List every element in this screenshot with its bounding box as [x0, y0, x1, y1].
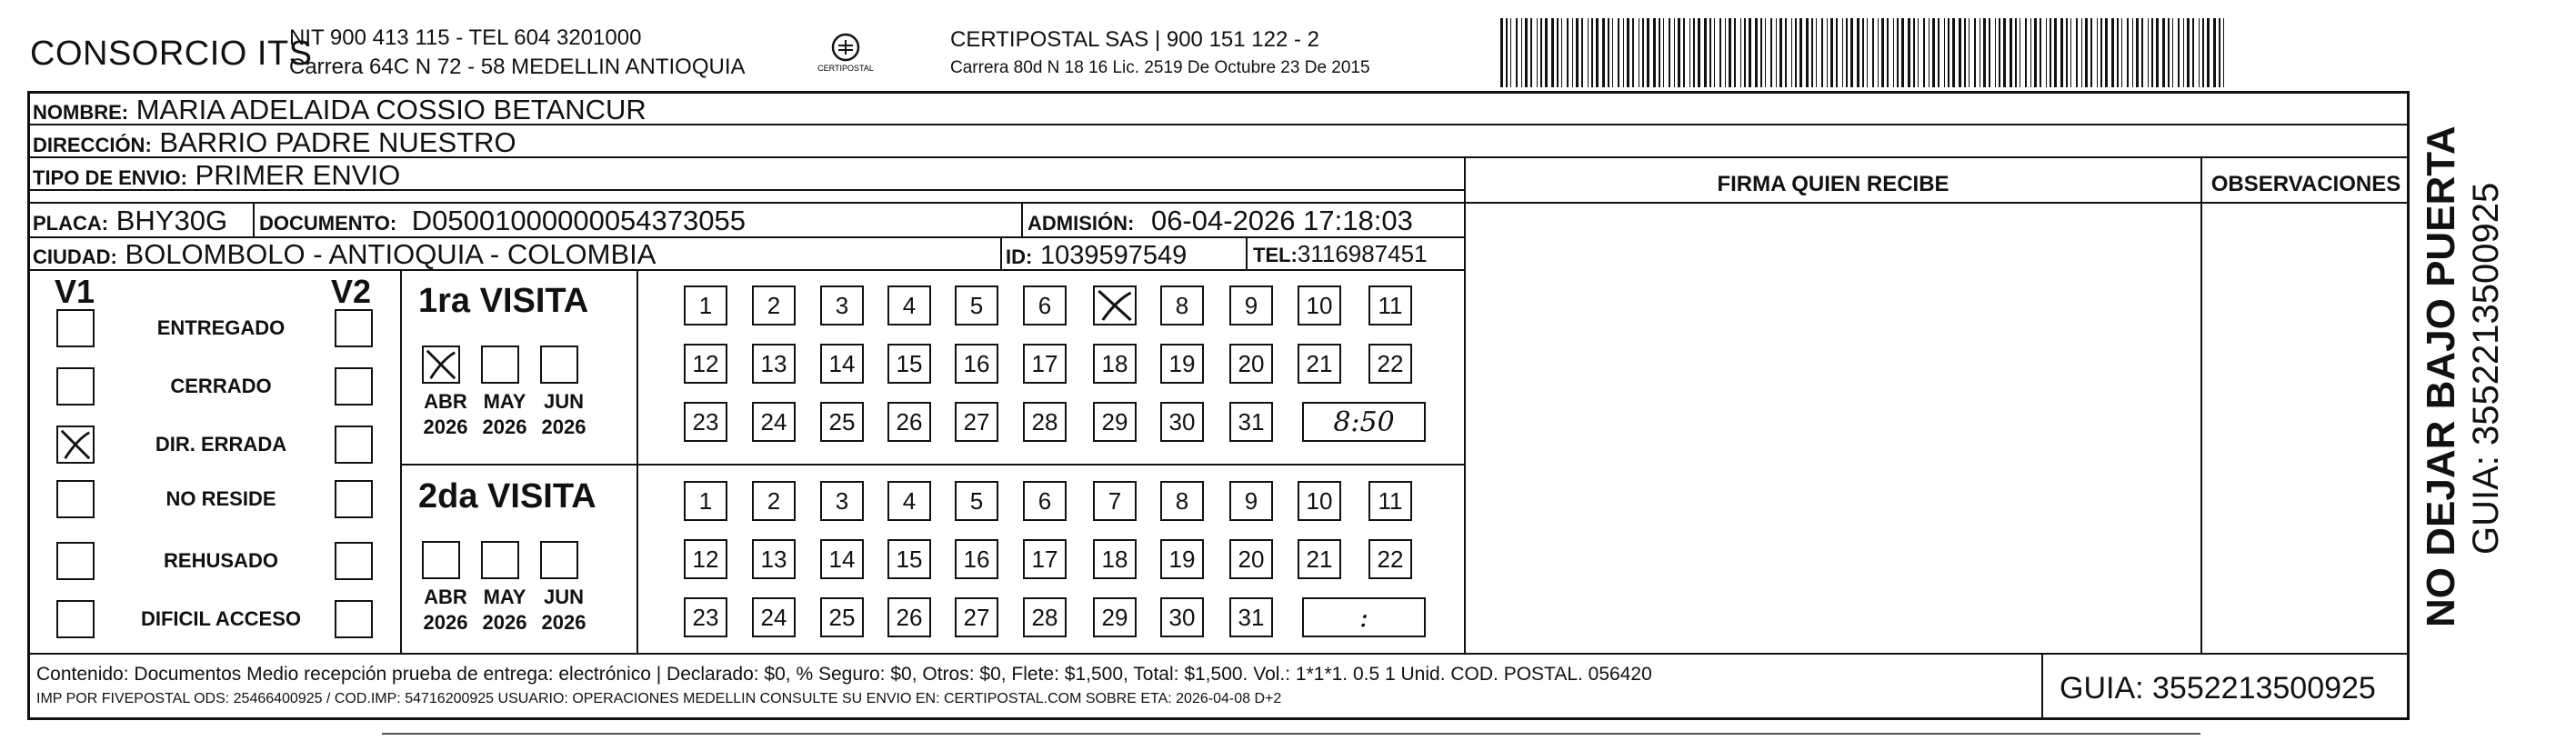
day-box[interactable] — [1093, 285, 1137, 325]
day-box[interactable]: 29 — [1093, 597, 1137, 637]
divider — [2041, 653, 2043, 720]
divider — [27, 653, 2410, 655]
documento-label: DOCUMENTO: — [259, 212, 397, 235]
day-box[interactable]: 6 — [1023, 285, 1067, 325]
tipo-label: TIPO DE ENVIO: — [33, 166, 187, 189]
day-box[interactable]: 9 — [1229, 481, 1273, 521]
month-checkbox[interactable] — [481, 541, 519, 579]
day-box[interactable]: 1 — [684, 481, 727, 521]
day-box[interactable]: 16 — [955, 344, 998, 384]
direccion-row — [33, 126, 516, 159]
day-box[interactable]: 21 — [1298, 344, 1341, 384]
day-box[interactable]: 12 — [684, 539, 727, 579]
day-box[interactable]: 19 — [1160, 539, 1204, 579]
day-box[interactable]: 10 — [1298, 285, 1341, 325]
day-box[interactable]: 15 — [887, 344, 931, 384]
day-box[interactable]: 23 — [684, 402, 727, 442]
firma-header: FIRMA QUIEN RECIBE — [1717, 172, 1950, 196]
month-year: 2026 — [541, 611, 586, 634]
status-label: REHUSADO — [164, 549, 278, 572]
v2-checkbox[interactable] — [335, 309, 373, 347]
day-box[interactable]: 3 — [820, 481, 864, 521]
day-box[interactable]: 10 — [1298, 481, 1341, 521]
day-box[interactable]: 8 — [1160, 481, 1204, 521]
day-box[interactable]: 17 — [1023, 344, 1067, 384]
tipo-row — [33, 159, 400, 192]
tel-row — [1253, 240, 1428, 268]
month-checkbox[interactable] — [422, 345, 460, 384]
day-box[interactable]: 21 — [1298, 539, 1341, 579]
month-name: ABR — [424, 390, 467, 413]
certipostal-logo — [800, 27, 891, 82]
v2-checkbox[interactable] — [335, 480, 373, 518]
divider — [400, 464, 1464, 466]
month-label — [477, 389, 532, 440]
day-box[interactable]: 18 — [1093, 344, 1137, 384]
day-box[interactable]: 3 — [820, 285, 864, 325]
day-box[interactable]: 20 — [1229, 539, 1273, 579]
divider — [1021, 202, 1023, 236]
v1-checkbox[interactable] — [56, 542, 95, 580]
day-box[interactable]: 6 — [1023, 481, 1067, 521]
divider — [1246, 236, 1248, 269]
logo-text: CERTIPOSTAL — [817, 64, 874, 73]
day-box[interactable]: 31 — [1229, 597, 1273, 637]
day-box[interactable]: 30 — [1160, 402, 1204, 442]
day-box[interactable]: 25 — [820, 597, 864, 637]
divider — [400, 269, 402, 653]
month-year: 2026 — [541, 416, 586, 438]
ciudad-value: BOLOMBOLO - ANTIOQUIA - COLOMBIA — [125, 238, 657, 270]
side-guia: GUIA: 3552213500925 — [2466, 182, 2506, 555]
v2-checkbox[interactable] — [335, 367, 373, 406]
month-label — [477, 585, 532, 636]
handwritten-check-mark — [1095, 287, 1135, 324]
month-name: JUN — [543, 390, 584, 413]
day-box[interactable]: 7 — [1093, 481, 1137, 521]
day-box[interactable]: 22 — [1368, 344, 1412, 384]
bottom-rule — [382, 733, 2200, 735]
v1-checkbox[interactable] — [56, 600, 95, 638]
v1-checkbox[interactable] — [56, 309, 95, 347]
day-box[interactable]: 11 — [1368, 285, 1412, 325]
placa-label: PLACA: — [33, 212, 109, 235]
certipostal-name: CERTIPOSTAL SAS | 900 151 122 - 2 — [950, 27, 1319, 52]
handwritten-check-mark — [424, 347, 458, 382]
id-row — [1006, 238, 1187, 271]
month-name: JUN — [543, 586, 584, 608]
tel-value: 3116987451 — [1297, 240, 1428, 267]
month-label — [536, 585, 591, 636]
day-box[interactable]: 12 — [684, 344, 727, 384]
footer-print-info: IMP POR FIVEPOSTAL ODS: 25466400925 / COD.IMP: 54716200925 USUARIO: OPERACIONES MEDELLIN CONSULTE SU ENVIO EN: CERTIPOSTAL.COM SOBRE ETA: 2026-04-08 D+2 — [36, 691, 1282, 706]
month-year: 2026 — [482, 416, 527, 438]
v1-label: V1 — [55, 273, 95, 310]
day-box[interactable]: 31 — [1229, 402, 1273, 442]
direccion-value: BARRIO PADRE NUESTRO — [159, 126, 516, 158]
observaciones-header: OBSERVACIONES — [2210, 172, 2401, 196]
tel-label: TEL: — [1253, 244, 1298, 266]
day-box[interactable]: 14 — [820, 344, 864, 384]
month-checkbox[interactable] — [540, 345, 578, 384]
ciudad-label: CIUDAD: — [33, 245, 117, 268]
month-label — [418, 389, 473, 440]
day-box[interactable]: 15 — [887, 539, 931, 579]
day-box[interactable]: 28 — [1023, 402, 1067, 442]
placa-row — [33, 205, 227, 237]
company-nit: NIT 900 413 115 - TEL 604 3201000 — [289, 25, 642, 50]
day-box[interactable]: 22 — [1368, 539, 1412, 579]
visit-title: 1ra VISITA — [418, 282, 589, 320]
day-box[interactable]: 16 — [955, 539, 998, 579]
v1-checkbox[interactable] — [56, 480, 95, 518]
divider — [636, 269, 638, 653]
day-box[interactable]: 19 — [1160, 344, 1204, 384]
day-box[interactable]: 29 — [1093, 402, 1137, 442]
day-box[interactable]: 25 — [820, 402, 864, 442]
admision-row — [1027, 205, 1413, 237]
month-year: 2026 — [482, 611, 527, 634]
day-box[interactable]: 26 — [887, 597, 931, 637]
v1-checkbox[interactable] — [56, 426, 95, 464]
documento-row — [259, 205, 746, 237]
day-box[interactable]: 24 — [752, 402, 796, 442]
month-label — [418, 585, 473, 636]
day-box[interactable]: 1 — [684, 285, 727, 325]
day-box[interactable]: 2 — [752, 481, 796, 521]
day-box[interactable]: 13 — [752, 344, 796, 384]
day-box[interactable]: 14 — [820, 539, 864, 579]
v2-checkbox[interactable] — [335, 600, 373, 638]
day-box[interactable]: 27 — [955, 597, 998, 637]
certipostal-address: Carrera 80d N 18 16 Lic. 2519 De Octubre 23 De 2015 — [950, 58, 1370, 77]
nombre-label: NOMBRE: — [33, 101, 129, 124]
month-name: ABR — [424, 586, 467, 608]
day-box[interactable]: 23 — [684, 597, 727, 637]
time-box[interactable]: : — [1302, 597, 1426, 637]
day-box[interactable]: 28 — [1023, 597, 1067, 637]
nombre-row — [33, 94, 647, 126]
divider — [1464, 156, 1466, 653]
side-warning: NO DEJAR BAJO PUERTA — [2419, 125, 2463, 627]
company-address: Carrera 64C N 72 - 58 MEDELLIN ANTIOQUIA — [289, 55, 746, 79]
time-box[interactable]: 8:50 — [1302, 402, 1426, 442]
admision-label: ADMISIÓN: — [1027, 212, 1135, 235]
month-checkbox[interactable] — [481, 345, 519, 384]
day-box[interactable]: 11 — [1368, 481, 1412, 521]
day-box[interactable]: 2 — [752, 285, 796, 325]
status-label: NO RESIDE — [165, 487, 276, 510]
direccion-label: DIRECCIÓN: — [33, 134, 152, 156]
divider — [1000, 236, 1002, 269]
id-label: ID: — [1006, 245, 1033, 268]
placa-value: BHY30G — [115, 205, 228, 236]
day-box[interactable]: 30 — [1160, 597, 1204, 637]
v2-checkbox[interactable] — [335, 542, 373, 580]
visit-title: 2da VISITA — [418, 477, 596, 516]
month-checkbox[interactable] — [422, 541, 460, 579]
day-box[interactable]: 4 — [887, 481, 931, 521]
day-box[interactable]: 20 — [1229, 344, 1273, 384]
day-box[interactable]: 5 — [955, 481, 998, 521]
day-box[interactable]: 5 — [955, 285, 998, 325]
v2-label: V2 — [331, 273, 372, 310]
tipo-value: PRIMER ENVIO — [195, 159, 401, 191]
month-name: MAY — [483, 390, 526, 413]
company-name: CONSORCIO ITS — [30, 35, 313, 73]
day-box[interactable]: 4 — [887, 285, 931, 325]
handwritten-check-mark — [58, 427, 93, 462]
footer-content: Contenido: Documentos Medio recepción prueba de entrega: electrónico | Declarado: $0, % Seguro: $0, Otros: $0, Flete: $1,500, Total: $1,500. Vol.: 1*1*1. 0.5 1 Unid. COD. POSTAL. 056420 — [36, 664, 1652, 685]
month-year: 2026 — [423, 416, 468, 438]
admision-value: 06-04-2026 17:18:03 — [1150, 205, 1413, 236]
month-year: 2026 — [423, 611, 468, 634]
day-box[interactable]: 27 — [955, 402, 998, 442]
status-label: ENTREGADO — [156, 316, 286, 339]
status-label: CERRADO — [170, 375, 272, 397]
ciudad-row — [33, 238, 656, 271]
status-label: DIR. ERRADA — [155, 433, 287, 456]
day-box[interactable]: 8 — [1160, 285, 1204, 325]
v1-checkbox[interactable] — [56, 367, 95, 406]
month-name: MAY — [483, 586, 526, 608]
divider — [27, 202, 2410, 204]
day-box[interactable]: 9 — [1229, 285, 1273, 325]
id-value: 1039597549 — [1039, 241, 1188, 270]
documento-value: D05001000000054373055 — [411, 205, 746, 236]
status-label: DIFICIL ACCESO — [140, 607, 301, 630]
nombre-value: MARIA ADELAIDA COSSIO BETANCUR — [135, 94, 647, 125]
day-box[interactable]: 13 — [752, 539, 796, 579]
month-checkbox[interactable] — [540, 541, 578, 579]
footer-guia: GUIA: 3552213500925 — [2060, 671, 2376, 706]
day-box[interactable]: 26 — [887, 402, 931, 442]
v2-checkbox[interactable] — [335, 426, 373, 464]
divider — [2200, 156, 2202, 653]
barcode — [1500, 18, 2228, 87]
day-box[interactable]: 24 — [752, 597, 796, 637]
day-box[interactable]: 18 — [1093, 539, 1137, 579]
divider — [253, 202, 255, 236]
month-label — [536, 389, 591, 440]
day-box[interactable]: 17 — [1023, 539, 1067, 579]
